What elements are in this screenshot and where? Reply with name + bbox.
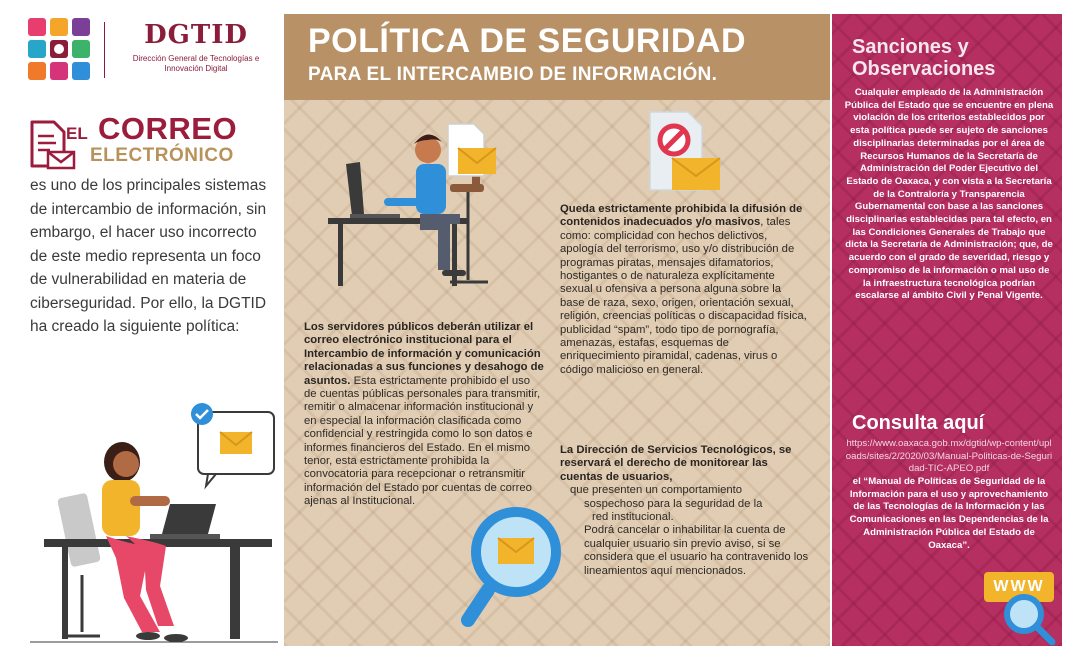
policy-subtitle: PARA EL INTERCAMBIO DE INFORMACIÓN. — [308, 64, 718, 85]
www-badge: WWW — [984, 572, 1054, 602]
consulta-url-link[interactable]: https://www.oaxaca.gob.mx/dgtid/wp-content/uploads/sites/2/2020/03/Manual-Politicas-de-Seguridad-TIC-APEO.pdf — [845, 438, 1053, 475]
heading-prefix: EL — [66, 124, 88, 143]
left-column — [0, 0, 282, 656]
blocked-mail-icon — [644, 108, 724, 194]
direccion-bold: La Dirección de Servicios Tecnológicos, se reservará el derecho de monitorear las cuentas de usuarios, — [560, 444, 792, 483]
logo-title: DGTID — [144, 20, 248, 50]
logo-divider — [104, 22, 105, 78]
direccion-rest: Podrá cancelar o inhabilitar la cuenta de cualquier usuario sin previo aviso, si se considera que el usuario ha contravenido los lineamientos aquí mencionados. — [584, 524, 809, 577]
direccion-line-1: que presenten un comportamiento — [570, 484, 743, 497]
magnifier-icon — [460, 502, 570, 632]
consulta-title: Consulta aquí — [852, 412, 985, 434]
logo-subtitle: Dirección General de Tecnologías e Innovación Digital — [132, 54, 260, 73]
woman-laptop-illustration — [30, 400, 278, 650]
magnifier-icon — [1000, 590, 1058, 646]
heading-correo: CORREO — [98, 111, 238, 146]
direccion-line-3: red institucional. — [592, 511, 674, 524]
consulta-description: el “Manual de Políticas de Seguridad de la Información para el uso y aprovechamiento de las Tecnologías de la Información y las Comunicaciones en las Dependencias de la Administración Pública del Estado de Oaxaca”. — [849, 476, 1049, 551]
servidores-bold: Los servidores públicos deberán utilizar el correo electrónico institucional para el Intercambio de información y comunicación relacionadas a sus funciones y desahogo de asuntos. — [304, 321, 544, 387]
direccion-paragraph — [560, 444, 810, 578]
servidores-rest: Esta estrictamente prohibido el uso de cuentas públicas personales para transmitir, remitir o almacenar información institucional y en especial la información clasificada como confidencial y restringida como lo son datos e informes financieros del Estado. En el mismo tenor, esta estrictamente prohibida la convocatoria para recepcionar o retransmitir información del Estado por cuentas de correo ajenas al Institucional. — [304, 374, 541, 508]
policy-title: POLÍTICA DE SEGURIDAD — [308, 22, 747, 60]
sanciones-body: Cualquier empleado de la Administración Pública del Estado que se encuentre en plena violación de los criterios establecidos por esta política puede ser sujeto de sanciones disciplinarias determinadas por el área de Recursos Humanos de la Secretaría de Administración del Poder Ejecutivo del Estado de Oaxaca, y con vista a la Secretaría de la Contraloría y Transparencia Gubernamental con base a las sanciones disciplinarias establecidas para tal efecto, en las Condiciones Generales de Trabajo que dicta la Secretaría de Administración; que, de acuerdo con el grado de severidad, riesgo y compromiso de la información o mal uso de la infraestructura tecnológica podrían escalarse al ámbito Civil y Penal Vigente. — [844, 87, 1054, 302]
intro-text: es uno de los principales sistemas de intercambio de información, sin embargo, el hacer uso incorrecto de este medio representa un foco de vulnerabilidad en materia de ciberseguridad. Por ello, la DGTID ha creado la siguiente política: — [30, 177, 267, 335]
servidores-paragraph — [304, 321, 544, 509]
sanciones-title: Sanciones y Observaciones — [852, 36, 996, 80]
policy-header — [284, 14, 830, 100]
envelope-icon — [442, 120, 500, 180]
dgtid-logo-icon — [26, 16, 94, 82]
queda-bold: Queda estrictamente prohibida la difusión de contenidos inadecuados y/o masivos — [560, 203, 803, 229]
heading-electronico: ELECTRÓNICO — [90, 145, 234, 166]
policy-panel — [284, 14, 830, 646]
queda-paragraph — [560, 203, 808, 377]
queda-rest: , tales como: complicidad con hechos delictivos, apología del terrorismo, uso y/o distribución de programas piratas, mensajes difamatorios, hostigantes o de naturaleza explícitamente sexual u ofensiva a persona alguna sobre la base de raza, sexo, origen, orientación sexual, religión, creencias políticas o discapacidad física, publicidad “spam”, todo tipo de pornografía, amenazas, estafas, esquemas de enriquecimiento piramidal, cadenas, virus o código malicioso en general. — [560, 216, 807, 376]
direccion-line-2: sospechoso para la seguridad de la — [584, 497, 763, 510]
sanctions-panel — [832, 14, 1062, 646]
